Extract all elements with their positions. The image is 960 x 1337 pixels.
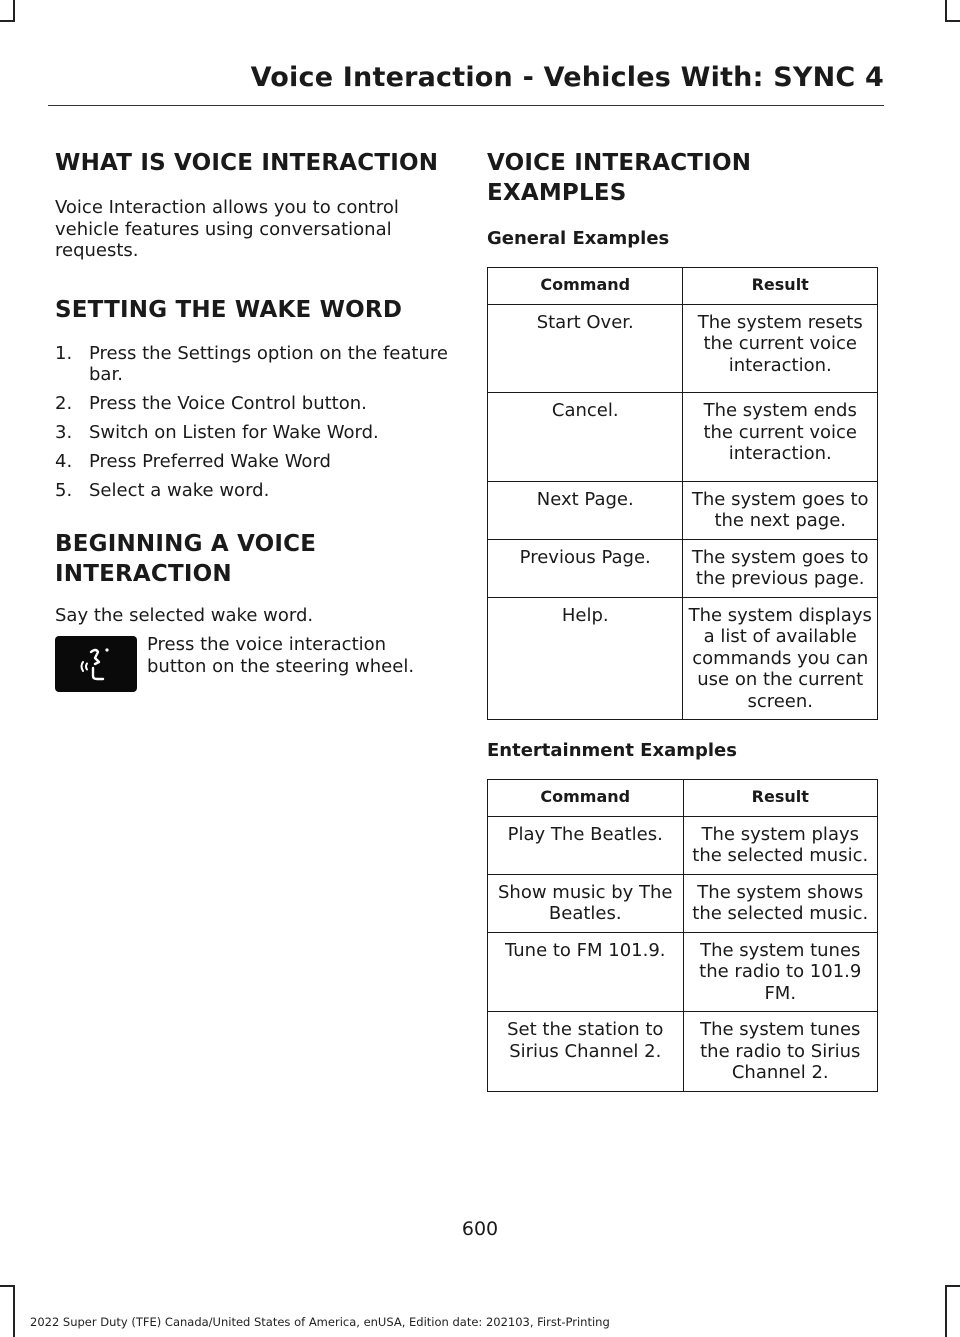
page-header-title: Voice Interaction - Vehicles With: SYNC 4 bbox=[250, 62, 884, 93]
result-cell: The system tunes the radio to Sirius Channel 2. bbox=[683, 1012, 877, 1092]
command-cell: Set the station to Sirius Channel 2. bbox=[488, 1012, 684, 1092]
result-cell: The system goes to the previous page. bbox=[683, 539, 878, 597]
left-column bbox=[55, 148, 450, 696]
voice-button-description: Press the voice interaction button on the steering wheel. bbox=[147, 634, 415, 677]
table-header-row bbox=[488, 780, 878, 817]
table-row bbox=[488, 304, 878, 393]
crop-mark bbox=[945, 0, 947, 22]
wake-word-steps bbox=[55, 343, 450, 502]
result-cell: The system goes to the next page. bbox=[683, 481, 878, 539]
crop-mark bbox=[945, 20, 960, 22]
page-number: 600 bbox=[461, 1218, 499, 1240]
column-header-command: Command bbox=[488, 780, 684, 817]
table-row bbox=[488, 393, 878, 482]
command-cell: Start Over. bbox=[488, 304, 683, 393]
examples-heading-line2: EXAMPLES bbox=[487, 180, 627, 206]
column-header-result: Result bbox=[683, 268, 878, 305]
entertainment-examples-table bbox=[487, 779, 878, 1092]
step-number: 4. bbox=[55, 451, 73, 472]
edition-footer: 2022 Super Duty (TFE) Canada/United States of America, enUSA, Edition date: 202103, First-Printing bbox=[30, 1315, 610, 1329]
step-text: Switch on Listen for Wake Word. bbox=[89, 422, 379, 443]
right-column bbox=[487, 148, 878, 1092]
examples-heading bbox=[487, 148, 878, 208]
beginning-heading bbox=[55, 529, 450, 589]
crop-mark bbox=[0, 1285, 15, 1287]
table-header-row bbox=[488, 268, 878, 305]
table-row bbox=[488, 816, 878, 874]
header-divider bbox=[48, 105, 884, 106]
command-cell: Previous Page. bbox=[488, 539, 683, 597]
general-examples-heading: General Examples bbox=[487, 228, 670, 249]
step-item bbox=[55, 393, 450, 415]
table-row bbox=[488, 932, 878, 1012]
step-number: 2. bbox=[55, 393, 73, 414]
voice-button-row bbox=[55, 636, 450, 696]
table-row bbox=[488, 1012, 878, 1092]
examples-heading-line1: VOICE INTERACTION bbox=[487, 150, 752, 176]
table-row bbox=[488, 874, 878, 932]
entertainment-examples-heading: Entertainment Examples bbox=[487, 740, 737, 761]
command-cell: Show music by The Beatles. bbox=[488, 874, 684, 932]
result-cell: The system tunes the radio to 101.9 FM. bbox=[683, 932, 877, 1012]
say-wake-word-text: Say the selected wake word. bbox=[55, 604, 314, 626]
step-number: 5. bbox=[55, 480, 73, 501]
command-cell: Cancel. bbox=[488, 393, 683, 482]
table-row bbox=[488, 539, 878, 597]
step-item bbox=[55, 422, 450, 444]
command-cell: Tune to FM 101.9. bbox=[488, 932, 684, 1012]
command-cell: Next Page. bbox=[488, 481, 683, 539]
result-cell: The system resets the current voice interaction. bbox=[683, 304, 878, 393]
what-is-heading: WHAT IS VOICE INTERACTION bbox=[55, 150, 439, 176]
crop-mark bbox=[0, 20, 15, 22]
crop-mark bbox=[13, 0, 15, 22]
general-examples-table bbox=[487, 267, 878, 720]
crop-mark bbox=[945, 1285, 960, 1287]
table-row bbox=[488, 481, 878, 539]
result-cell: The system displays a list of available commands you can use on the current screen. bbox=[683, 597, 878, 720]
step-item bbox=[55, 451, 450, 473]
column-header-command: Command bbox=[488, 268, 683, 305]
beginning-heading-line1: BEGINNING A VOICE bbox=[55, 530, 317, 557]
result-cell: The system plays the selected music. bbox=[683, 816, 877, 874]
step-text: Select a wake word. bbox=[89, 480, 270, 501]
step-text: Press the Settings option on the feature bar. bbox=[89, 342, 448, 385]
result-cell: The system shows the selected music. bbox=[683, 874, 877, 932]
crop-mark bbox=[13, 1285, 15, 1337]
beginning-heading-line2: INTERACTION bbox=[55, 560, 232, 587]
column-header-result: Result bbox=[683, 780, 877, 817]
step-text: Press Preferred Wake Word bbox=[89, 451, 331, 472]
table-row bbox=[488, 597, 878, 720]
crop-mark bbox=[945, 1285, 947, 1337]
command-cell: Play The Beatles. bbox=[488, 816, 684, 874]
command-cell: Help. bbox=[488, 597, 683, 720]
step-number: 1. bbox=[55, 342, 73, 364]
result-cell: The system ends the current voice interaction. bbox=[683, 393, 878, 482]
what-is-body: Voice Interaction allows you to control vehicle features using conversational requests. bbox=[55, 197, 399, 261]
step-item bbox=[55, 343, 450, 386]
setting-wake-word-heading: SETTING THE WAKE WORD bbox=[55, 296, 403, 323]
step-text: Press the Voice Control button. bbox=[89, 393, 367, 414]
voice-command-icon bbox=[55, 636, 137, 692]
step-number: 3. bbox=[55, 422, 73, 443]
step-item bbox=[55, 480, 450, 502]
